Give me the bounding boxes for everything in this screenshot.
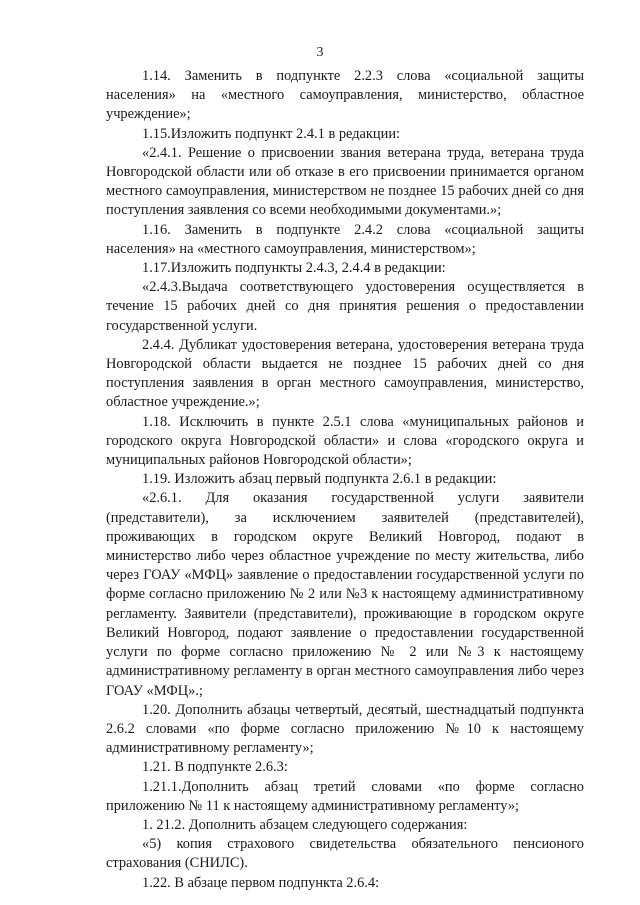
paragraph-1-21-1: 1.21.1.Дополнить абзац третий словами «по форме согласно приложению № 11 к настоящему административному регламенту»; xyxy=(106,778,584,814)
paragraph-1-14: 1.14. Заменить в подпункте 2.2.3 слова «социальной защиты населения» на «местного самоуправления, министерство, областное учреждение»; xyxy=(106,68,584,123)
paragraph-1-20: 1.20. Дополнить абзацы четвертый, десятый, шестнадцатый подпункта 2.6.2 словами «по форме согласно приложению №10 к настоящему административному регламенту»; xyxy=(106,701,584,757)
document-body xyxy=(106,67,584,893)
paragraph-snils: «5) копия страхового свидетельства обязательного пенсионого страхования (СНИЛС). xyxy=(106,836,584,872)
paragraph-1-22: 1.22. В абзаце первом подпункта 2.6.4: xyxy=(142,874,380,891)
paragraph-1-16: 1.16. Заменить в подпункте 2.4.2 слова «социальной защиты населения» на «местного самоуправления, министерством»; xyxy=(106,221,584,257)
paragraph-1-18: 1.18. Исключить в пункте 2.5.1 слова «муниципальных районов и городского округа Новгородской области» и слова «городского округа и муниципальных районов Новгородской области»; xyxy=(106,413,584,469)
paragraph-1-15: 1.15.Изложить подпункт 2.4.1 в редакции: xyxy=(142,125,401,142)
paragraph-1-21-2: 1. 21.2. Дополнить абзацем следующего содержания: xyxy=(142,816,468,833)
paragraph-2-4-4: 2.4.4. Дубликат удостоверения ветерана, удостоверения ветерана труда Новгородской области выдается не позднее 15 рабочих дней со дня поступления заявления в орган местного самоуправления, министерство, областное учреждение.»; xyxy=(106,336,584,411)
page-number: 3 xyxy=(316,45,324,60)
paragraph-2-6-1: «2.6.1. Для оказания государственной услуги заявители (представители), за исключением заявителей (представителей), проживающих в городском округе Великий Новгород, подают в министерство либо через областное учреждение по месту жительства, либо через ГОАУ «МФЦ» заявление о предоставлении государственной услуги по форме согласно приложению № 2 или №3 к настоящему административному регламенту. Заявители (представители), проживающие в городском округе Великий Новгород, подают заявление о предоставлении государственной услуги по форме согласно приложению № 2 или №3 к настоящему административному регламенту в орган местного самоуправления либо через ГОАУ «МФЦ».; xyxy=(106,490,584,699)
paragraph-1-17: 1.17.Изложить подпункты 2.4.3, 2.4.4 в редакции: xyxy=(142,260,446,277)
paragraph-2-4-1: «2.4.1. Решение о присвоении звания ветерана труда, ветерана труда Новгородской области или об отказе в его присвоении принимается органом местного самоуправления, министерством не позднее 15 рабочих дней со дня поступления заявления со всеми необходимыми документами.»; xyxy=(106,144,584,219)
paragraph-2-4-3: «2.4.3.Выдача соответствующего удостоверения осуществляется в течение 15 рабочих дней со дня принятия решения о предоставлении государственной услуги. xyxy=(106,279,584,334)
paragraph-1-19: 1.19. Изложить абзац первый подпункта 2.6.1 в редакции: xyxy=(142,471,497,488)
paragraph-1-21: 1.21. В подпункте 2.6.3: xyxy=(142,759,288,776)
